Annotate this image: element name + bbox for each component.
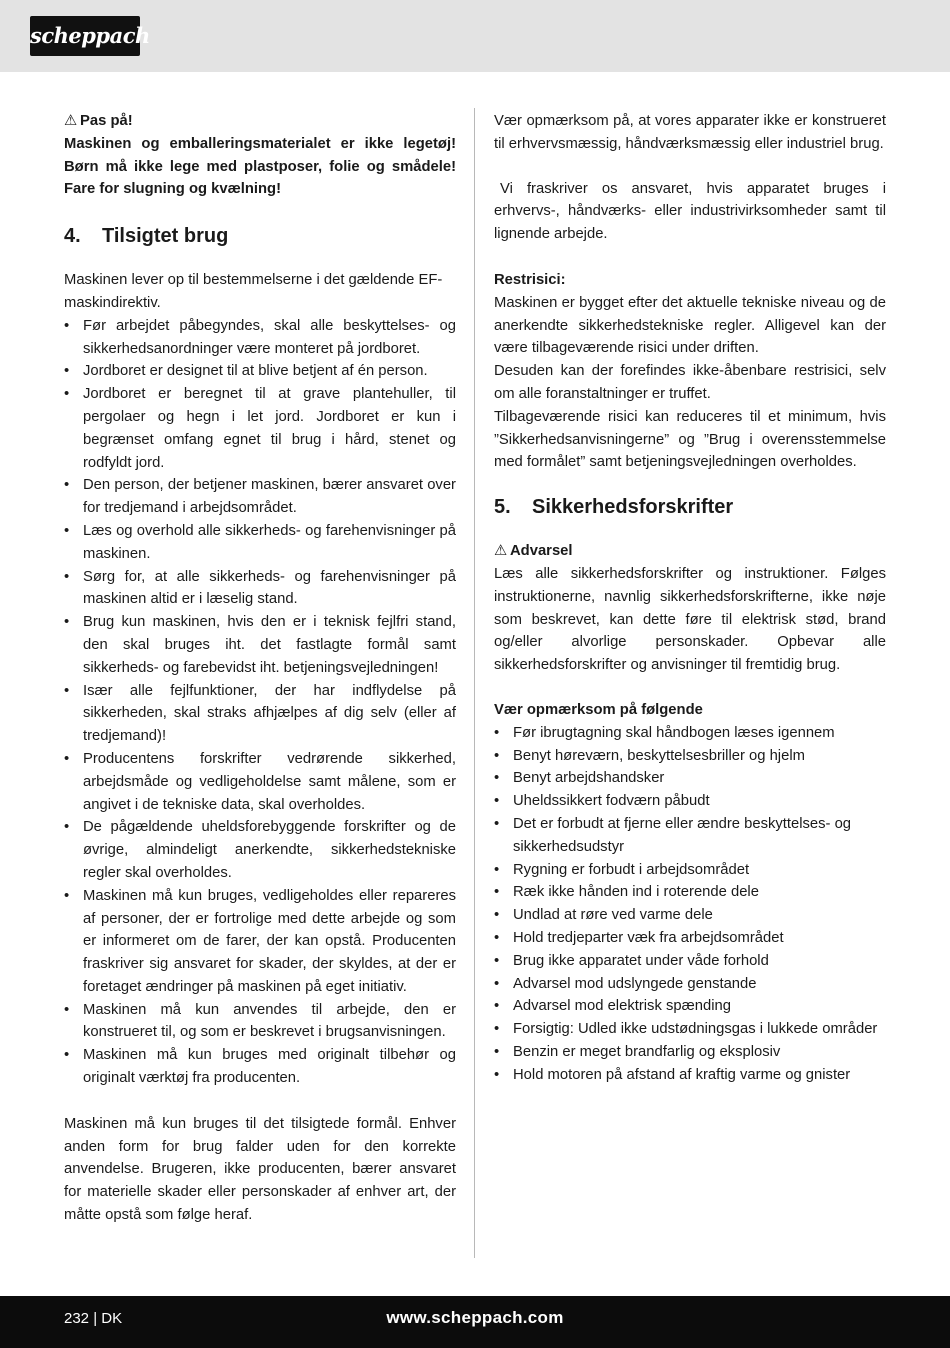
left-column [64,110,456,1227]
residual-risks-text-3: Tilbageværende risici kan reduceres til et minimum, hvis ”Sikkerhedsanvisningerne” og ”Brug i overensstemmelse med formålet” samt betjeningsvejledningen overholdes. [494,408,886,471]
safety-warning-heading [494,540,886,563]
list-item: • Maskinen må kun bruges med originalt tilbehør og originalt værktøj fra producenten. [64,1044,456,1090]
list-item: • Forsigtig: Udled ikke udstødningsgas i lukkede områder [494,1018,886,1041]
list-item: • Uheldssikkert fodværn påbudt [494,790,886,813]
list-item: • Rygning er forbudt i arbejdsområdet [494,859,886,882]
warning-title: Pas på! [80,113,133,129]
safety-warning-block [494,540,886,677]
section-4-closing: Maskinen må kun bruges til det tilsigtede formål. Enhver anden form for brug falder uden for den korrekte anvendelse. Brugeren, ikke producenten, bærer ansvaret for materielle skader eller personskader af enhver art, der måtte opstå som følge heraf. [64,1115,456,1224]
section-5-number: 5. [494,496,511,519]
list-item: • Advarsel mod elektrisk spænding [494,995,886,1018]
website-link[interactable]: www.scheppach.com [386,1308,564,1327]
safety-rules-list [494,722,886,1087]
list-item: • Før ibrugtagning skal håndbogen læses igennem [494,722,886,745]
list-item: • Maskinen må kun bruges, vedligeholdes eller repareres af personer, der er fortrolige med dette arbejde og som er informeret om de farer, der kan opstå. Producenten fraskriver sig ansvaret for skader, der skyldes, at der er foretaget ændringer på maskinen på eget initiativ. [64,885,456,999]
warning-triangle-icon: ⚠ [64,113,78,129]
list-item: • Advarsel mod udslyngede genstande [494,973,886,996]
list-item: • Jordboret er designet til at blive betjent af én person. [64,360,456,383]
page-header [0,0,950,72]
page-number-separator: | [93,1310,98,1327]
list-item: • Læs og overhold alle sikkerheds- og farehenvisninger på maskinen. [64,520,456,566]
list-item: • Brug ikke apparatet under våde forhold [494,950,886,973]
page-number-value: 232 [64,1310,90,1327]
list-item: • Ræk ikke hånden ind i roterende dele [494,881,886,904]
column-divider [474,108,475,1258]
list-item: • Undlad at røre ved varme dele [494,904,886,927]
list-item: • Benyt høreværn, beskyttelsesbriller og hjelm [494,745,886,768]
list-item: • Hold motoren på afstand af kraftig varme og gnister [494,1064,886,1087]
list-item: • Benzin er meget brandfarlig og eksplosiv [494,1041,886,1064]
residual-risks-title: Restrisici: [494,271,566,288]
professional-use-note: Vær opmærksom på, at vores apparater ikke er konstrueret til erhvervsmæssig, håndværksmæssig eller industriel brug. [494,113,886,152]
warning-block [64,110,456,201]
list-item: • Før arbejdet påbegyndes, skal alle beskyttelses- og sikkerhedsanordninger være monteret på jordboret. [64,315,456,361]
list-item: • De pågældende uheldsforebyggende forskrifter og de øvrige, almindeligt anerkendte, sikkerhedstekniske regler skal overholdes. [64,816,456,884]
warning-heading [64,110,456,133]
intended-use-list [64,315,456,1090]
language-code: DK [101,1310,123,1327]
section-5-heading [494,494,886,520]
warning-text: Maskinen og emballeringsmaterialet er ikke legetøj! Børn må ikke lege med plastposer, folie og smådele! Fare for slugning og kvælning! [64,135,456,198]
list-item: • Hold tredjeparter væk fra arbejdsområdet [494,927,886,950]
residual-risks-text-1: Maskinen er bygget efter det aktuelle tekniske niveau og de anerkendte sikkerhedstekniske regler. Alligevel kan der være tilbageværende risici under driften. [494,294,886,357]
list-item: • Producentens forskrifter vedrørende sikkerhed, arbejdsmåde og vedligeholdelse samt målene, som er angivet i de tekniske data, skal overholdes. [64,748,456,816]
list-item: • Sørg for, at alle sikkerheds- og farehenvisninger på maskinen altid er i læselig stand. [64,566,456,612]
safety-warning-title: Advarsel [510,543,573,560]
list-item: • Den person, der betjener maskinen, bærer ansvaret over for tredjemand i arbejdsområdet. [64,474,456,520]
attention-list-title: Vær opmærksom på følgende [494,701,703,718]
list-item: • Især alle fejlfunktioner, der har indflydelse på sikkerheden, skal straks afhjælpes af dig selv (eller af tredjemand)! [64,680,456,748]
page-footer [0,1296,950,1348]
liability-disclaimer: Vi fraskriver os ansvaret, hvis apparatet bruges i erhvervs-, håndværks- eller industrivirksomheder samt til lignende arbejde. [494,180,886,243]
section-5-title: Sikkerhedsforskrifter [532,496,734,519]
list-item: • Benyt arbejdshandsker [494,767,886,790]
list-item: • Jordboret er beregnet til at grave plantehuller, til pergolaer og hegn i let jord. Jordboret er kun i begrænset omfang egnet til brug i hård, stenet og rodfyldt jord. [64,383,456,474]
residual-risks-text-2: Desuden kan der forefindes ikke-åbenbare restrisici, selv om alle foranstaltninger er truffet. [494,363,886,402]
warning-triangle-icon: ⚠ [494,543,508,560]
section-4-number: 4. [64,225,81,248]
list-item: • Maskinen må kun anvendes til arbejde, den er konstrueret til, og som er beskrevet i brugsanvisningen. [64,999,456,1045]
section-4-title: Tilsigtet brug [102,225,229,248]
section-4-intro: Maskinen lever op til bestemmelserne i det gældende EF-maskindirektiv. [64,272,443,311]
right-column [494,110,886,1086]
safety-warning-text: Læs alle sikkerhedsforskrifter og instruktioner. Følges instruktionerne, navnlig sikkerhedsforskrifterne, ikke nøje som beskrevet, kan dette føre til elektrisk stød, brand og/eller alvorlige personskader. Opbevar alle sikkerhedsforskrifter og anvisninger til fremtidig brug. [494,565,886,674]
list-item: • Det er forbudt at fjerne eller ændre beskyttelses- og sikkerhedsudstyr [494,813,886,859]
section-4-heading [64,223,456,249]
scheppach-logo: scheppach [30,16,140,56]
residual-risks-block [494,269,886,474]
list-item: • Brug kun maskinen, hvis den er i teknisk fejlfri stand, den skal bruges iht. det fastlagte formål samt sikkerheds- og farebevidst iht. betjeningsvejledningen! [64,611,456,679]
